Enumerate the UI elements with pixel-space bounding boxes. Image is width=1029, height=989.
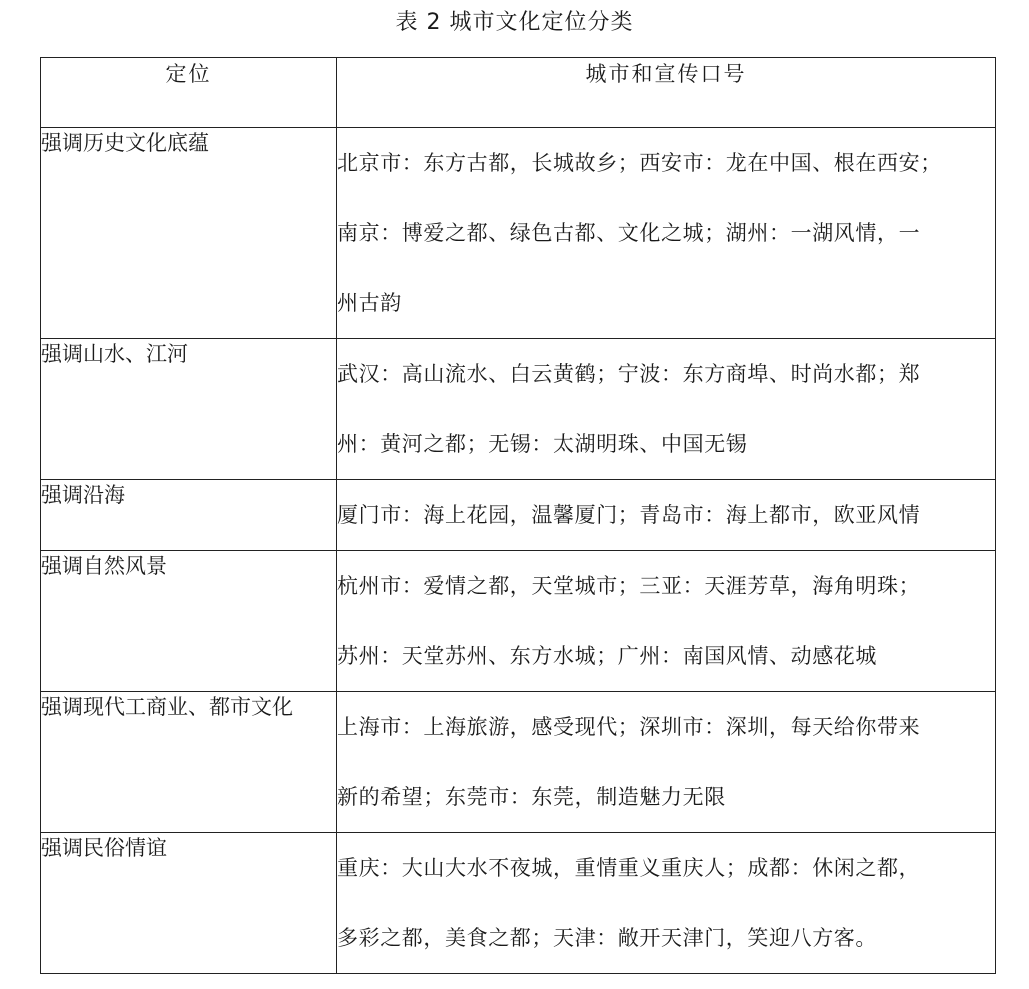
position-cell: 强调山水、江河 — [41, 339, 337, 480]
slogan-line: 州古韵 — [337, 291, 402, 315]
city-culture-table — [40, 57, 996, 974]
cities-cell — [337, 692, 996, 833]
slogan-line: 苏州：天堂苏州、东方水城；广州：南国风情、动感花城 — [337, 644, 877, 668]
position-cell: 强调民俗情谊 — [41, 833, 337, 974]
slogan-line: 武汉：高山流水、白云黄鹤；宁波：东方商埠、时尚水都；郑 — [337, 362, 921, 386]
slogan-line: 重庆：大山大水不夜城，重情重义重庆人；成都：休闲之都， — [337, 856, 921, 880]
slogan-line: 北京市：东方古都，长城故乡；西安市：龙在中国、根在西安； — [337, 151, 942, 175]
slogan-line: 州：黄河之都；无锡：太湖明珠、中国无锡 — [337, 432, 748, 456]
cities-cell — [337, 551, 996, 692]
slogan-line: 上海市：上海旅游，感受现代；深圳市：深圳，每天给你带来 — [337, 715, 921, 739]
table-row — [41, 692, 996, 833]
position-cell: 强调现代工商业、都市文化 — [41, 692, 337, 833]
slogan-line: 南京：博爱之都、绿色古都、文化之城；湖州：一湖风情，一 — [337, 221, 921, 245]
cities-cell — [337, 833, 996, 974]
header-cities-slogans: 城市和宣传口号 — [337, 58, 996, 128]
position-cell: 强调历史文化底蕴 — [41, 128, 337, 339]
table-header-row — [41, 58, 996, 128]
slogan-line: 多彩之都，美食之都；天津：敞开天津门，笑迎八方客。 — [337, 926, 877, 950]
slogan-line: 新的希望；东莞市：东莞，制造魅力无限 — [337, 785, 726, 809]
cities-cell — [337, 339, 996, 480]
table-row — [41, 551, 996, 692]
table-row — [41, 339, 996, 480]
table-row — [41, 833, 996, 974]
table-caption: 表 2 城市文化定位分类 — [395, 10, 634, 35]
position-cell: 强调沿海 — [41, 480, 337, 551]
slogan-line: 杭州市：爱情之都，天堂城市；三亚：天涯芳草，海角明珠； — [337, 574, 921, 598]
table-row — [41, 128, 996, 339]
position-cell: 强调自然风景 — [41, 551, 337, 692]
table-row — [41, 480, 996, 551]
header-position: 定位 — [41, 58, 337, 128]
cities-cell — [337, 480, 996, 551]
slogan-line: 厦门市：海上花园，温馨厦门；青岛市：海上都市，欧亚风情 — [337, 503, 921, 527]
cities-cell — [337, 128, 996, 339]
